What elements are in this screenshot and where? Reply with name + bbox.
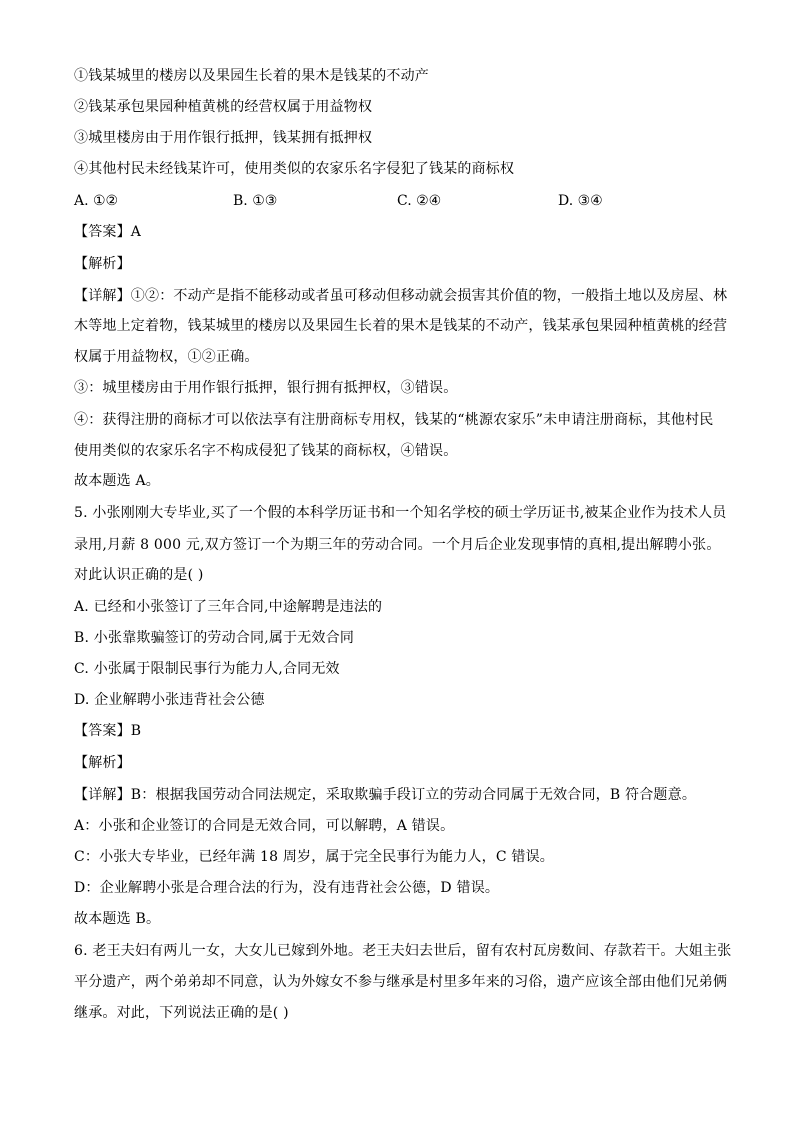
q5-stem-line: 5. 小张刚刚大专毕业,买了一个假的本科学历证书和一个知名学校的硕士学历证书,被某企业作为技术人员 <box>74 505 727 521</box>
q5-stem-line: 录用,月薪 8 000 元,双方签订一个为期三年的劳动合同。一个月后企业发现事情的真相,提出解聘小张。 <box>74 537 721 553</box>
q5-option-a: A. 已经和小张签订了三年合同,中途解聘是违法的 <box>74 599 383 615</box>
q4-statement-1: ①钱某城里的楼房以及果园生长着的果木是钱某的不动产 <box>74 68 429 84</box>
q6-stem-line: 6. 老王夫妇有两儿一女，大女儿已嫁到外地。老王夫妇去世后，留有农村瓦房数间、存款若干。大姐主张 <box>74 943 732 959</box>
q4-detail-line: ③：城里楼房由于用作银行抵押，银行拥有抵押权，③错误。 <box>74 380 458 396</box>
q5-detail-line: 【详解】B：根据我国劳动合同法规定，采取欺骗手段订立的劳动合同属于无效合同，B 符合题意。 <box>74 787 697 803</box>
q4-statement-4: ④其他村民未经钱某许可，使用类似的农家乐名字侵犯了钱某的商标权 <box>74 161 515 177</box>
q4-statement-3: ③城里楼房由于用作银行抵押，钱某拥有抵押权 <box>74 130 373 146</box>
q5-detail-line: D：企业解聘小张是合理合法的行为，没有违背社会公德，D 错误。 <box>74 880 500 896</box>
q4-statement-2: ②钱某承包果园种植黄桃的经营权属于用益物权 <box>74 99 373 115</box>
q4-detail-line: 【详解】①②：不动产是指不能移动或者虽可移动但移动就会损害其价值的物，一般指土地以及房屋、林 <box>74 288 728 304</box>
q5-option-d: D. 企业解聘小张违背社会公德 <box>74 692 265 708</box>
q4-conclusion: 故本题选 A。 <box>74 473 160 489</box>
q4-answer: 【答案】A <box>74 224 142 240</box>
q6-stem-line: 平分遗产，两个弟弟却不同意，认为外嫁女不参与继承是村里多年来的习俗，遗产应该全部由他们兄弟俩 <box>74 974 728 990</box>
q6-stem-line: 继承。对此，下列说法正确的是( ) <box>74 1005 289 1021</box>
q5-detail-line: C：小张大专毕业，已经年满 18 周岁，属于完全民事行为能力人，C 错误。 <box>74 849 554 865</box>
q5-analysis-label: 【解析】 <box>74 755 131 771</box>
q4-detail-line: 权属于用益物权，①②正确。 <box>74 349 259 365</box>
q4-detail-line: ④：获得注册的商标才可以依法享有注册商标专用权，钱某的“桃源农家乐”未申请注册商标，其他村民 <box>74 412 714 428</box>
q4-detail-line: 木等地上定着物，钱某城里的楼房以及果园生长着的果木是钱某的不动产，钱某承包果园种植黄桃的经营 <box>74 318 728 334</box>
q5-option-c: C. 小张属于限制民事行为能力人,合同无效 <box>74 661 340 677</box>
q5-conclusion: 故本题选 B。 <box>74 911 161 927</box>
q5-stem-line: 对此认识正确的是( ) <box>74 567 204 583</box>
q4-detail-line: 使用类似的农家乐名字不构成侵犯了钱某的商标权，④错误。 <box>74 443 458 459</box>
q4-option-b: B. ①③ <box>233 193 278 209</box>
q5-option-b: B. 小张靠欺骗签订的劳动合同,属于无效合同 <box>74 630 355 646</box>
q4-option-d: D. ③④ <box>558 193 603 209</box>
q5-detail-line: A：小张和企业签订的合同是无效合同，可以解聘，A 错误。 <box>74 818 455 834</box>
q4-option-c: C. ②④ <box>397 193 442 209</box>
q4-option-a: A. ①② <box>74 193 119 209</box>
q4-analysis-label: 【解析】 <box>74 256 131 272</box>
q5-answer: 【答案】B <box>74 723 142 739</box>
